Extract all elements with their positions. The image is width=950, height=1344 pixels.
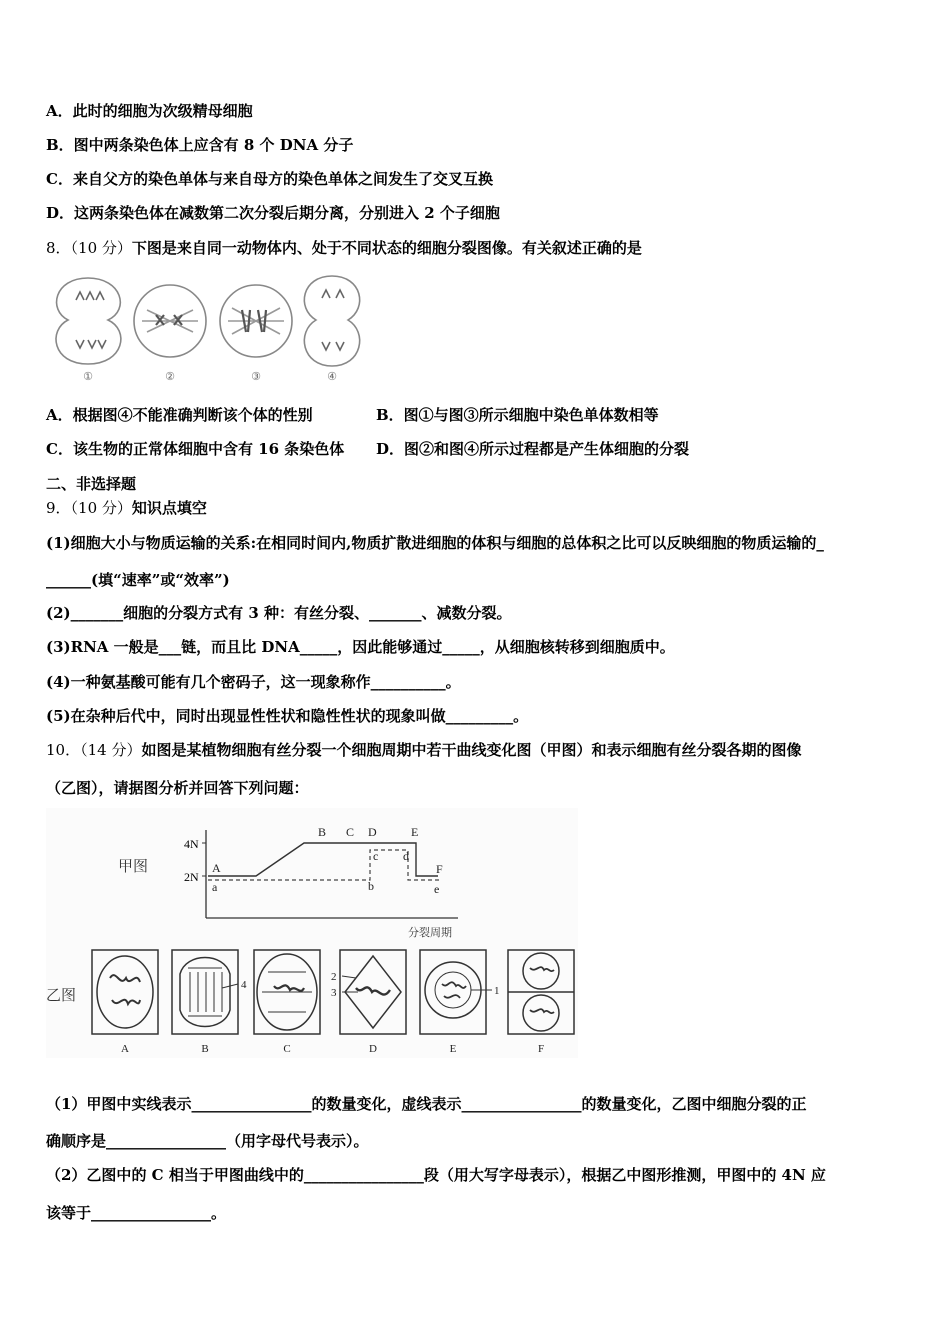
option-8d: D．图②和图④所示过程都是产生体细胞的分裂 bbox=[376, 440, 690, 458]
point-c: c bbox=[373, 849, 379, 863]
point-d: d bbox=[403, 849, 409, 863]
question-9-stem bbox=[46, 498, 207, 518]
point-b: b bbox=[368, 879, 374, 893]
q10-part2-line2: 该等于________________。 bbox=[46, 1204, 227, 1222]
question-9-number: 9．（10 分） bbox=[46, 499, 132, 517]
option-7c: C．来自父方的染色单体与来自母方的染色单体之间发生了交叉互换 bbox=[46, 170, 493, 188]
cells-title: 乙图 bbox=[46, 988, 77, 1004]
cell-A-label: A bbox=[121, 1043, 129, 1055]
cell-label-1: ① bbox=[83, 371, 93, 383]
point-e: e bbox=[434, 882, 440, 896]
q10-part1-line1: （1）甲图中实线表示________________的数量变化，虚线表示________________的数量变化，乙图中细胞分裂的正 bbox=[46, 1095, 807, 1113]
cell-E-label: E bbox=[449, 1043, 457, 1055]
question-9-title: 知识点填空 bbox=[131, 499, 207, 517]
q9-line-2: (2)_______细胞的分裂方式有 3 种：有丝分裂、_______、减数分裂。 bbox=[46, 604, 512, 622]
question-10-stem bbox=[46, 740, 801, 760]
q10-part1-line2: 确顺序是________________（用字母代号表示）。 bbox=[46, 1132, 369, 1150]
marker-1: 1 bbox=[494, 985, 500, 997]
q9-line-1: (1)细胞大小与物质运输的关系:在相同时间内,物质扩散进细胞的体积与细胞的总体积之比可以反映细胞的物质运输的_ bbox=[46, 534, 824, 552]
cell-division-figure bbox=[52, 270, 372, 385]
marker-4: 4 bbox=[241, 979, 247, 991]
q9-line-3: (3)RNA 一般是___链，而且比 DNA_____，因此能够通过_____，从细胞核转移到细胞质中。 bbox=[46, 638, 675, 656]
point-D: D bbox=[368, 825, 377, 839]
question-10-text: 如图是某植物细胞有丝分裂一个细胞周期中若干曲线变化图（甲图）和表示细胞有丝分裂各期的图像 bbox=[141, 741, 802, 759]
cell-label-4: ④ bbox=[327, 371, 337, 383]
question-10-number: 10．（14 分） bbox=[46, 741, 142, 759]
y-label-2n: 2N bbox=[184, 870, 199, 884]
q9-line-5: (5)在杂种后代中，同时出现显性性状和隐性性状的现象叫做_________。 bbox=[46, 707, 529, 725]
cell-F-label: F bbox=[537, 1043, 545, 1055]
marker-3: 3 bbox=[331, 987, 337, 999]
y-label-4n: 4N bbox=[184, 837, 199, 851]
question-8-number: 8．（10 分） bbox=[46, 239, 132, 257]
option-8c: C．该生物的正常体细胞中含有 16 条染色体 bbox=[46, 440, 345, 458]
point-C: C bbox=[346, 825, 355, 839]
point-a: a bbox=[212, 880, 218, 894]
mitosis-figure bbox=[46, 808, 578, 1058]
cell-B-label: B bbox=[201, 1043, 209, 1055]
cell-C-label: C bbox=[283, 1043, 291, 1055]
x-axis-label: 分裂周期 bbox=[408, 927, 452, 939]
question-10-stem-2: （乙图），请据图分析并回答下列问题： bbox=[46, 779, 309, 797]
option-7b: B．图中两条染色体上应含有 8 个 DNA 分子 bbox=[46, 136, 354, 154]
graph-title: 甲图 bbox=[118, 859, 149, 875]
option-8b: B．图①与图③所示细胞中染色单体数相等 bbox=[376, 406, 659, 424]
marker-2: 2 bbox=[331, 971, 337, 983]
point-A: A bbox=[212, 861, 221, 875]
question-8-stem bbox=[46, 238, 642, 258]
option-8a: A．根据图④不能准确判断该个体的性别 bbox=[46, 406, 313, 424]
cell-D-label: D bbox=[369, 1043, 377, 1055]
section-heading: 二、非选择题 bbox=[46, 475, 137, 493]
option-7a: A．此时的细胞为次级精母细胞 bbox=[46, 102, 253, 120]
point-B: B bbox=[318, 825, 327, 839]
option-7d: D．这两条染色体在减数第二次分裂后期分离，分别进入 2 个子细胞 bbox=[46, 204, 500, 222]
q9-line-1b: ______(填“速率”或“效率”) bbox=[46, 571, 230, 589]
q10-part2-line1: （2）乙图中的 C 相当于甲图曲线中的________________段（用大写字母表示），根据乙中图形推测，甲图中的 4N 应 bbox=[46, 1166, 826, 1184]
point-F: F bbox=[436, 862, 443, 876]
q9-line-4: (4)一种氨基酸可能有几个密码子，这一现象称作__________。 bbox=[46, 673, 461, 691]
question-8-text: 下图是来自同一动物体内、处于不同状态的细胞分裂图像。有关叙述正确的是 bbox=[131, 239, 642, 257]
cell-label-3: ③ bbox=[251, 371, 261, 383]
cell-label-2: ② bbox=[165, 371, 175, 383]
point-E: E bbox=[411, 825, 419, 839]
